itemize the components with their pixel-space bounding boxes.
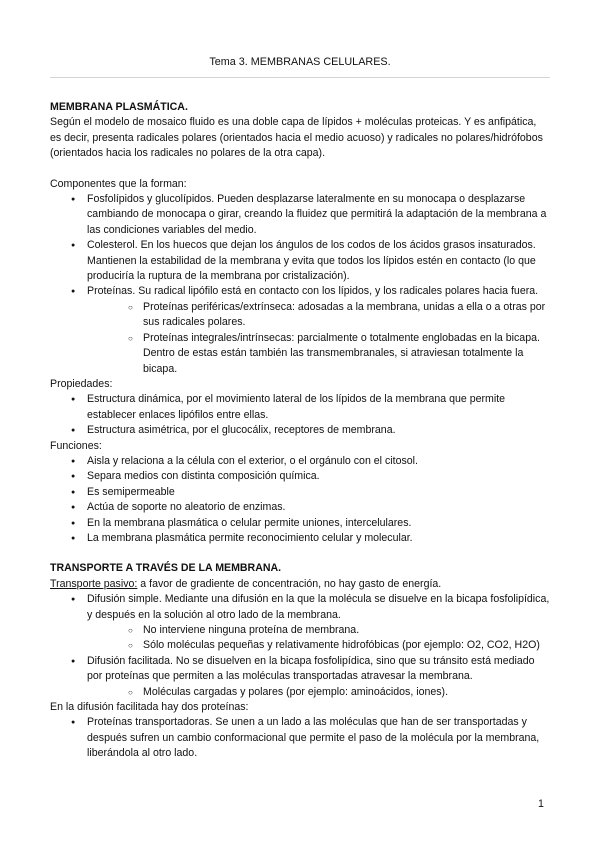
sub-list-item: ○ No interviene ninguna proteína de membrana.	[50, 623, 550, 638]
facilitated-details-list	[87, 685, 550, 700]
components-label: Componentes que la forman:	[50, 177, 187, 190]
list-item: ● Colesterol. En los huecos que dejan los ángulos de los codos de los ácidos grasos insaturados. Mantienen la estabilidad de la membrana y evita que todos los lípidos estén en contacto (lo que produciría la ruptura de la membrana por cristalización).	[50, 238, 550, 284]
functions-list	[50, 454, 550, 546]
header-prefix: Tema 3.	[209, 56, 248, 68]
list-item: ● Fosfolípidos y glucolípidos. Pueden desplazarse lateralmente en su monocapa o desplazarse cambiando de monocapa o girar, creando la fluidez que permitirá la adaptación de la membrana a las condiciones variables del medio.	[50, 192, 550, 238]
components-list	[50, 192, 550, 377]
header-title: MEMBRANAS CELULARES.	[250, 56, 391, 68]
properties-label: Propiedades:	[50, 377, 113, 390]
list-item: ● Estructura asimétrica, por el glucocálix, receptores de membrana.	[50, 423, 550, 438]
section-title-transporte: TRANSPORTE A TRAVÉS DE LA MEMBRANA.	[50, 562, 282, 575]
list-item	[50, 592, 550, 654]
list-item	[50, 654, 550, 700]
list-item: ● La membrana plasmática permite reconocimiento celular y molecular.	[50, 531, 550, 546]
list-item: ● Separa medios con distinta composición química.	[50, 469, 550, 484]
section-title-membrana: MEMBRANA PLASMÁTICA.	[50, 101, 188, 113]
sub-list-item: ○ Proteínas integrales/intrínsecas: parcialmente o totalmente englobadas en la bicapa. Dentro de estas están también las transmembranales, si atraviesan totalmente la bicapa.	[50, 331, 550, 377]
sub-list-item: ○ Moléculas cargadas y polares (por ejemplo: aminoácidos, iones).	[50, 685, 550, 700]
passive-transport-line	[50, 577, 550, 592]
passive-text: a favor de gradiente de concentración, no hay gasto de energía.	[137, 577, 442, 590]
page-header	[0, 55, 600, 70]
list-item-text: Proteínas. Su radical lipófilo está en contacto con los lípidos, y los radicales polares hacia fuera.	[87, 285, 539, 298]
list-item-text: Difusión simple. Mediante una difusión en la que la molécula se disuelve en la bicapa fosfolipídica, y después en la solución al otro lado de la membrana.	[87, 593, 550, 621]
list-item: ● Aisla y relaciona a la célula con el exterior, o el orgánulo con el citosol.	[50, 454, 550, 469]
list-item: ● En la membrana plasmática o celular permite uniones, intercelulares.	[50, 516, 550, 531]
protein-types-list	[87, 300, 550, 377]
list-item: ● Proteínas transportadoras. Se unen a un lado a las moléculas que han de ser transportadas y después sufren un cambio conformacional que permite el paso de la molécula por la membrana, liberándola al otro lado.	[50, 715, 550, 761]
passive-list	[50, 592, 550, 700]
intro-paragraph: Según el modelo de mosaico fluido es una doble capa de lípidos + moléculas proteicas. Y es anfipática, es decir, presenta radicales polares (orientados hacia el medio acuoso) y radicales no polares/hidrófobos (orientados hacia los radicales no polares de la otra capa).	[50, 116, 543, 160]
list-item: ● Es semipermeable	[50, 485, 550, 500]
functions-label: Funciones:	[50, 439, 102, 452]
simple-details-list	[87, 623, 550, 654]
passive-label: Transporte pasivo:	[50, 577, 138, 590]
properties-list	[50, 392, 550, 438]
sub-list-item: ○ Proteínas periféricas/extrínseca: adosadas a la membrana, unidas a ella o a otras por sus radicales polares.	[50, 300, 550, 331]
facilitated-proteins-label: En la difusión facilitada hay dos proteínas:	[50, 701, 249, 714]
facilitated-proteins-list	[50, 715, 550, 761]
list-item	[50, 284, 550, 376]
document-body	[50, 100, 550, 762]
list-item-text: Difusión facilitada. No se disuelven en la bicapa fosfolipídica, sino que su tránsito está mediado por proteínas que permiten a las moléculas transportadas atravesar la membrana.	[87, 654, 535, 683]
list-item: ● Actúa de soporte no aleatorio de enzimas.	[50, 500, 550, 515]
list-item: ● Estructura dinámica, por el movimiento lateral de los lípidos de la membrana que permite establecer enlaces lipófilos entre ellas.	[50, 392, 550, 423]
sub-list-item: ○ Sólo moléculas pequeñas y relativamente hidrofóbicas (por ejemplo: O2, CO2, H2O)	[50, 638, 550, 653]
header-divider	[50, 77, 550, 78]
page-number: 1	[538, 798, 544, 810]
